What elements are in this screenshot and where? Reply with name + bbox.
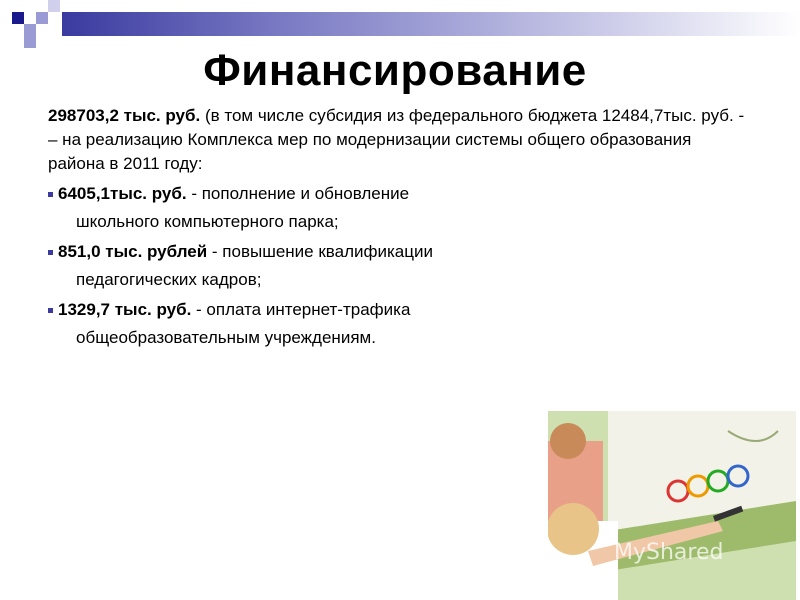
bullet-icon: [48, 192, 53, 197]
list-item: [48, 182, 748, 234]
intro-text: (в том числе субсидия из федерального бюджета 12484,7тыс. руб. - – на реализацию Комплекса мер по модернизации системы общего образования района в 2011 году:: [48, 106, 745, 173]
classroom-photo: [548, 411, 796, 600]
bullet-icon: [48, 250, 53, 255]
item-amount: 1329,7 тыс. руб.: [58, 300, 192, 319]
item-continuation: общеобразовательным учреждениям.: [76, 328, 376, 347]
item-text: - оплата интернет-трафика: [191, 300, 411, 319]
watermark-text: MyShared: [614, 540, 724, 565]
slide-body: [48, 104, 748, 356]
list-item: [48, 298, 748, 350]
slide-title: Финансирование: [203, 46, 587, 95]
header-gradient-bar: [62, 12, 800, 36]
list-item: [48, 240, 748, 292]
item-amount: 851,0 тыс. рублей: [58, 242, 208, 261]
photo-illustration: [548, 411, 796, 600]
corner-square: [12, 12, 24, 24]
intro-amount: 298703,2 тыс. руб.: [48, 106, 201, 125]
item-continuation: школьного компьютерного парка;: [76, 212, 339, 231]
corner-square: [24, 24, 36, 36]
bullet-icon: [48, 308, 53, 313]
item-amount: 6405,1тыс. руб.: [58, 184, 187, 203]
item-continuation: педагогических кадров;: [76, 270, 262, 289]
intro-paragraph: [48, 104, 748, 176]
corner-square: [48, 0, 60, 12]
item-text: - пополнение и обновление: [186, 184, 410, 203]
item-text: - повышение квалификации: [207, 242, 433, 261]
corner-square: [36, 12, 48, 24]
